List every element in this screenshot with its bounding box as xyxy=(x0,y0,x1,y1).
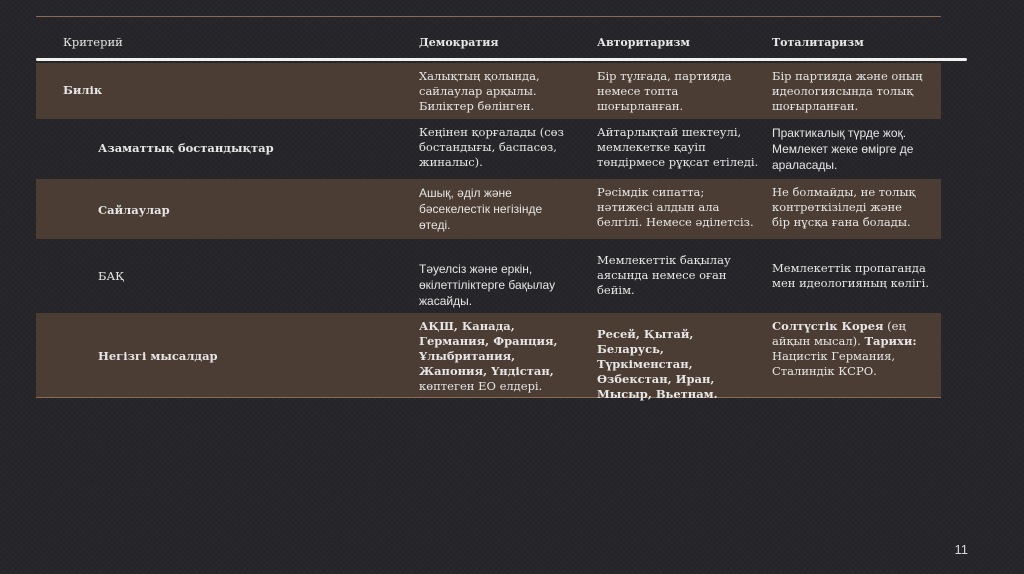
table-header-row xyxy=(36,17,941,63)
authoritarianism-cell: Мемлекеттік бақылау аясында немесе оған бейім. xyxy=(597,253,731,297)
table-row-examples xyxy=(36,313,941,401)
totalitarianism-cell: Бір партияда және оның идеологиясында толық шоғырланған. xyxy=(772,69,923,113)
totalitarianism-historical-label: Тарихи: xyxy=(864,334,917,348)
header-underline xyxy=(36,58,967,61)
table-row-power xyxy=(36,63,941,119)
row-criterion: Сайлаулар xyxy=(98,203,170,217)
totalitarianism-historical-rest: Нацистік Германия, Сталиндік КСРО. xyxy=(772,349,896,378)
democracy-cell: Кеңінен қорғалады (сөз бостандығы, баспасөз, жиналыс). xyxy=(419,125,564,169)
democracy-cell: Халықтың қолында, сайлаулар арқылы. Биліктер бөлінген. xyxy=(419,69,540,113)
democracy-cell xyxy=(419,319,579,394)
totalitarianism-cell: Мемлекеттік пропаганда мен идеологияның көлігі. xyxy=(772,261,930,290)
totalitarianism-example-mid: (ең айқын мысал). xyxy=(772,319,906,348)
table-row-elections xyxy=(36,179,941,239)
table-row-civil-liberties xyxy=(36,119,941,179)
row-criterion: БАҚ xyxy=(98,269,125,283)
democracy-examples-rest: көптеген ЕО елдері. xyxy=(419,379,543,393)
authoritarianism-cell: Айтарлықтай шектеулі, мемлекетке қауіп төндірмесе рұқсат етіледі. xyxy=(597,125,759,169)
row-criterion: Азаматтық бостандықтар xyxy=(98,141,274,155)
democracy-examples-bold: АҚШ, Канада, Германия, Франция, Ұлыбритания, Жапония, Үндістан, xyxy=(419,319,558,378)
totalitarianism-cell: Практикалық түрде жоқ. Мемлекет жеке өмірге де араласады. xyxy=(772,126,914,172)
row-criterion: Негізгі мысалдар xyxy=(98,349,218,363)
democracy-cell: Тәуелсіз және еркін, өкілеттіліктерге бақылау жасайды. xyxy=(419,262,556,308)
comparison-table xyxy=(36,16,941,401)
totalitarianism-cell xyxy=(772,319,932,379)
page-number: 11 xyxy=(954,542,968,557)
row-criterion: Билік xyxy=(63,83,103,97)
democracy-cell: Ашық, әділ және бәсекелестік негізінде өтеді. xyxy=(419,186,543,232)
totalitarianism-example-bold: Солтүстік Корея xyxy=(772,319,884,333)
header-totalitarianism: Тоталитаризм xyxy=(772,36,864,49)
header-democracy: Демократия xyxy=(419,36,499,49)
table-row-media xyxy=(36,239,941,313)
authoritarianism-cell: Ресей, Қытай, Беларусь, Түркіменстан, Өзбекстан, Иран, Мысыр, Вьетнам. xyxy=(597,327,718,401)
header-criterion: Критерий xyxy=(63,35,123,49)
totalitarianism-cell: Не болмайды, не толық контрөткізіледі және бір нұсқа ғана болады. xyxy=(772,185,916,229)
header-authoritarianism: Авторитаризм xyxy=(597,36,690,49)
authoritarianism-cell: Бір тұлғада, партияда немесе топта шоғырланған. xyxy=(597,69,732,113)
authoritarianism-cell: Рәсімдік сипатта; нәтижесі алдын ала белгілі. Немесе әділетсіз. xyxy=(597,185,754,229)
